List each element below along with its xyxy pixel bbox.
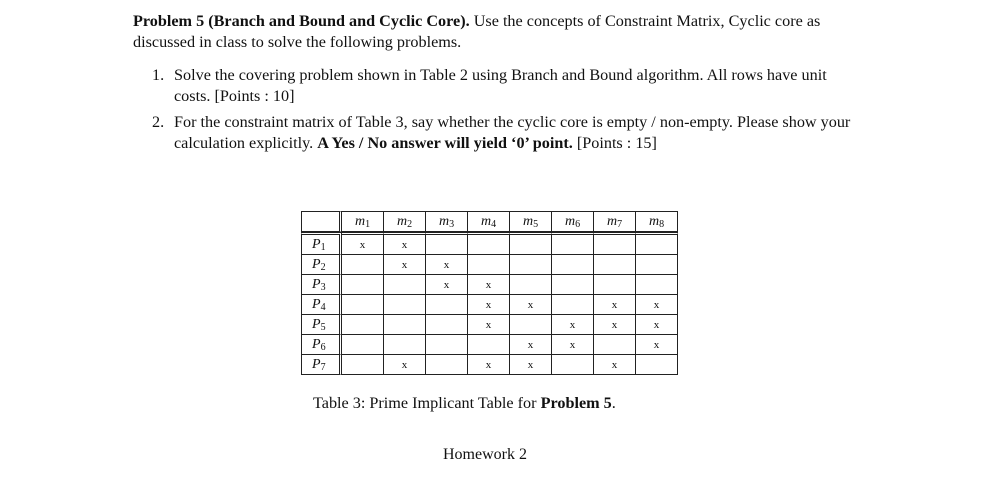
table-cell: x [468,355,510,375]
column-header: $m_6$ [552,211,594,232]
table-cell [426,232,468,255]
list-item [152,65,852,107]
item-bold-warning: A Yes / No answer will yield ‘0’ point. [317,134,573,152]
table-cell [384,315,426,335]
table-cell [594,255,636,275]
table-cell: x [510,335,552,355]
table-cell: x [342,232,384,255]
table-cell [468,335,510,355]
column-header: $m_1$ [342,211,384,232]
row-header: $P_2$ [301,255,342,275]
table-cell [426,295,468,315]
caption-prefix: Table 3: Prime Implicant Table for [313,394,537,412]
table-cell [552,232,594,255]
table-row [301,355,678,375]
table-row [301,335,678,355]
caption-suffix: . [611,394,616,412]
problem-intro: Use the concepts of Constraint Matrix, Cyclic core as discussed in class to solve the following problems. [133,12,821,51]
table-caption [313,394,616,413]
table-cell [342,295,384,315]
problem-title: Problem 5 (Branch and Bound and Cyclic Core). [133,12,470,30]
table-cell [636,255,678,275]
table-cell: x [594,295,636,315]
table-cell [636,355,678,375]
table-cell: x [594,315,636,335]
table-cell [342,355,384,375]
problem-statement [133,11,855,53]
column-header: $m_8$ [636,211,678,232]
item-text [174,112,852,154]
table-cell [510,275,552,295]
table-cell [426,335,468,355]
table-cell [594,232,636,255]
table-cell [384,275,426,295]
table-cell: x [468,275,510,295]
table-corner [301,211,342,232]
table-cell [426,355,468,375]
table-header-row [301,211,678,232]
table-cell [384,335,426,355]
table-cell [636,275,678,295]
table-row [301,232,678,255]
column-header: $m_3$ [426,211,468,232]
row-header: $P_3$ [301,275,342,295]
table-cell: x [636,295,678,315]
table-row [301,295,678,315]
table-cell: x [552,315,594,335]
row-header: $P_7$ [301,355,342,375]
item-points: [Points : 15] [576,134,657,152]
list-item [152,112,852,154]
column-header: $m_2$ [384,211,426,232]
column-header: $m_7$ [594,211,636,232]
table-cell [552,355,594,375]
table-cell: x [510,295,552,315]
prime-implicant-table [301,211,678,375]
table-cell: x [384,355,426,375]
table-cell [426,315,468,335]
table-cell [636,232,678,255]
table-cell: x [426,275,468,295]
table-cell: x [594,355,636,375]
table-cell [384,295,426,315]
item-number: 2. [152,113,165,131]
row-header: $P_1$ [301,232,342,255]
table-row [301,255,678,275]
row-header: $P_4$ [301,295,342,315]
item-text-before: For the constraint matrix of Table 3, say whether the cyclic core is empty / non-empty. Please show your calculation explicitly. [174,113,851,152]
table-cell [552,275,594,295]
table-cell [552,255,594,275]
item-text: Solve the covering problem shown in Table 2 using Branch and Bound algorithm. All rows have unit costs. [Points : 10] [174,66,827,105]
table-cell: x [468,295,510,315]
table-cell [342,255,384,275]
table-cell [342,315,384,335]
column-header: $m_5$ [510,211,552,232]
table-cell: x [426,255,468,275]
table-cell: x [636,315,678,335]
table-cell [594,275,636,295]
table-cell [552,295,594,315]
table-cell [594,335,636,355]
table-cell [510,255,552,275]
table-cell: x [384,255,426,275]
table-cell: x [468,315,510,335]
table-cell: x [552,335,594,355]
table-cell [468,255,510,275]
table-cell: x [510,355,552,375]
table-row [301,315,678,335]
page-footer: Homework 2 [443,446,527,463]
table-row [301,275,678,295]
item-number: 1. [152,66,165,84]
table-cell [510,315,552,335]
table-cell [510,232,552,255]
row-header: $P_6$ [301,335,342,355]
table-cell [342,275,384,295]
table-cell [468,232,510,255]
table-cell: x [636,335,678,355]
table-cell: x [384,232,426,255]
caption-bold: Problem 5 [540,394,612,412]
column-header: $m_4$ [468,211,510,232]
table-cell [342,335,384,355]
row-header: $P_5$ [301,315,342,335]
